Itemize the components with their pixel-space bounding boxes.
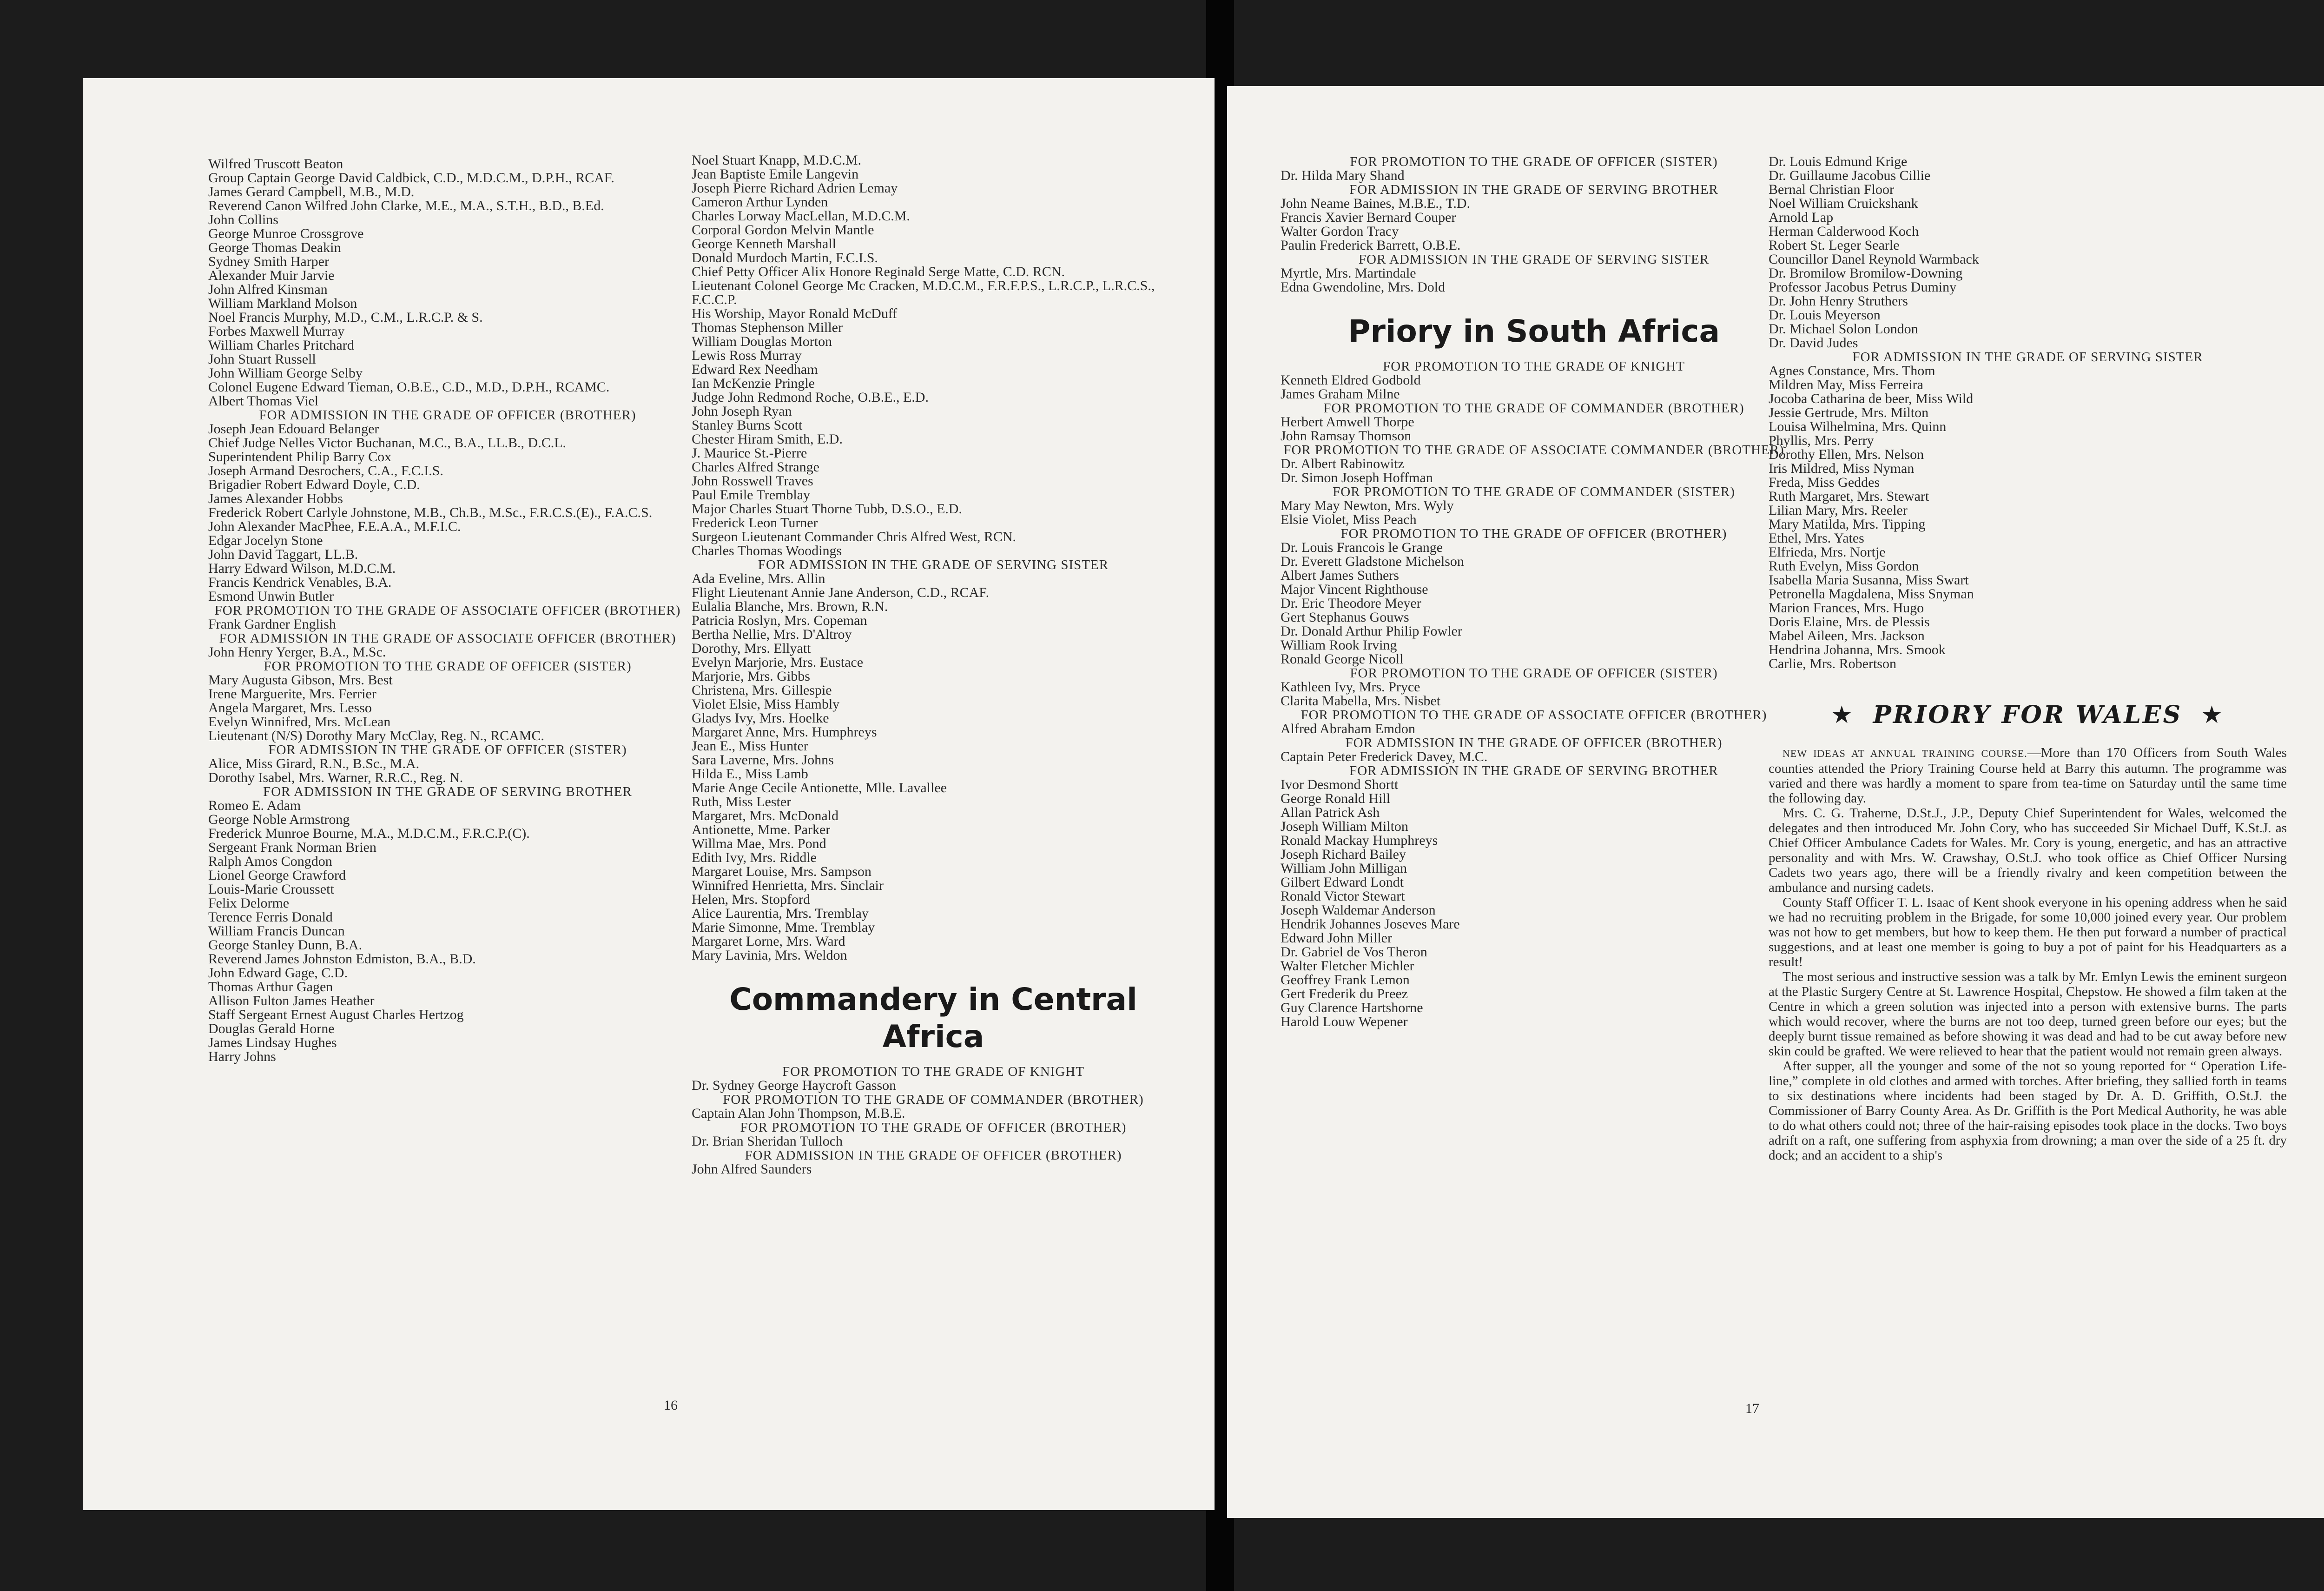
star-icon: ★ bbox=[2201, 701, 2225, 729]
honour-list-item: Edna Gwendoline, Mrs. Dold bbox=[1281, 279, 1446, 295]
honour-list-item: Charles Alfred Strange bbox=[692, 459, 819, 475]
honour-list-item: James Alexander Hobbs bbox=[208, 491, 343, 506]
honour-list-item: Romeo E. Adam bbox=[208, 798, 301, 813]
article-paragraph bbox=[1769, 745, 2287, 806]
honour-list-item: John David Taggart, LL.B. bbox=[208, 547, 358, 562]
honour-list-item: Walter Fletcher Michler bbox=[1281, 958, 1414, 974]
honour-list-item: Helen, Mrs. Stopford bbox=[692, 892, 810, 907]
honour-list-item: Dr. Albert Rabinowitz bbox=[1281, 456, 1404, 471]
honour-list-item: John Henry Yerger, B.A., M.Sc. bbox=[208, 644, 386, 660]
honour-list-item: Kathleen Ivy, Mrs. Pryce bbox=[1281, 679, 1420, 695]
left-column-1 bbox=[208, 157, 687, 1064]
honour-list-item: Chief Petty Officer Alix Honore Reginald Serge Matte, C.D. RCN. bbox=[692, 264, 1065, 279]
honour-list-item: Margaret, Mrs. McDonald bbox=[692, 808, 839, 823]
section-heading: FOR PROMOTION TO THE GRADE OF OFFICER (BROTHER) bbox=[740, 1120, 1127, 1135]
article-paragraph: The most serious and instructive session was a talk by Mr. Emlyn Lewis the eminent surgeon at the Plastic Surgery Centre at St. Lawrence Hospital, Chepstow. He showed a film taken at the Centre in which a green solution was injected into a person with extensive burns. The parts which would recover, where the burns are not too deep, turned green before our eyes; but the deeply burnt tissue remained as before showing it was dead and had to be cut away before new skin could be grafted. We were relieved to hear that the patient would not remain green always. bbox=[1769, 969, 2287, 1059]
honour-list-item: William Charles Pritchard bbox=[208, 338, 354, 353]
honour-list-item: Elfrieda, Mrs. Nortje bbox=[1769, 544, 1886, 560]
honour-list-item: Jessie Gertrude, Mrs. Milton bbox=[1769, 405, 1929, 420]
section-heading: FOR ADMISSION IN THE GRADE OF SERVING SISTER bbox=[758, 557, 1109, 572]
honour-list-item: Antionette, Mme. Parker bbox=[692, 822, 831, 837]
star-icon: ★ bbox=[1831, 701, 1855, 729]
section-heading: FOR ADMISSION IN THE GRADE OF SERVING SISTER bbox=[1358, 252, 1710, 267]
honour-list-item: Sergeant Frank Norman Brien bbox=[208, 840, 376, 855]
section-heading: FOR PROMOTION TO THE GRADE OF ASSOCIATE OFFICER (BROTHER) bbox=[214, 603, 681, 618]
honour-list-item: Irene Marguerite, Mrs. Ferrier bbox=[208, 686, 376, 702]
honour-list-item: Mary Matilda, Mrs. Tipping bbox=[1769, 517, 1926, 532]
honour-list-item: John Alexander MacPhee, F.E.A.A., M.F.I.C. bbox=[208, 519, 461, 534]
honour-list-item: Carlie, Mrs. Robertson bbox=[1769, 656, 1896, 671]
honour-list-item: His Worship, Mayor Ronald McDuff bbox=[692, 306, 898, 321]
honour-list-item: Ruth Margaret, Mrs. Stewart bbox=[1769, 489, 1929, 504]
honour-list-item: Frederick Leon Turner bbox=[692, 515, 818, 530]
honour-list-item: Forbes Maxwell Murray bbox=[208, 324, 345, 339]
honour-list-item: Dr. Gabriel de Vos Theron bbox=[1281, 944, 1427, 960]
honour-list-item: Robert St. Leger Searle bbox=[1769, 238, 1900, 253]
honour-list-item: Ruth Evelyn, Miss Gordon bbox=[1769, 558, 1919, 574]
honour-list-item: William Rook Irving bbox=[1281, 637, 1397, 653]
honour-list-item: Ronald George Nicoll bbox=[1281, 651, 1404, 667]
honour-list-item: George Noble Armstrong bbox=[208, 812, 350, 827]
honour-list-item: Flight Lieutenant Annie Jane Anderson, C.D., RCAF. bbox=[692, 585, 990, 600]
honour-list-item: John Rosswell Traves bbox=[692, 473, 813, 489]
section-heading: FOR ADMISSION IN THE GRADE OF SERVING BROTHER bbox=[1349, 182, 1718, 197]
honour-list-item: Elsie Violet, Miss Peach bbox=[1281, 512, 1417, 527]
honour-list-item: J. Maurice St.-Pierre bbox=[692, 445, 807, 461]
honour-list-item: Edward John Miller bbox=[1281, 930, 1392, 946]
region-title: Priory in South Africa bbox=[1347, 313, 1720, 349]
honour-list-item: John William George Selby bbox=[208, 365, 363, 381]
honour-list-item: William Markland Molson bbox=[208, 296, 357, 311]
honour-list-item: Joseph Waldemar Anderson bbox=[1281, 902, 1436, 918]
honour-list-item: Staff Sergeant Ernest August Charles Hertzog bbox=[208, 1007, 464, 1022]
honour-list-item: Hendrik Johannes Joseves Mare bbox=[1281, 916, 1460, 932]
honour-list-item: Willma Mae, Mrs. Pond bbox=[692, 836, 826, 851]
left-column-2 bbox=[692, 153, 1175, 1176]
wales-title-text: PRIORY FOR WALES bbox=[1873, 701, 2183, 729]
honour-list-item: Terence Ferris Donald bbox=[208, 909, 333, 925]
honour-list-item: Jean E., Miss Hunter bbox=[692, 738, 808, 754]
honour-list-item: Albert James Suthers bbox=[1281, 568, 1399, 583]
honour-list-item: Margaret Louise, Mrs. Sampson bbox=[692, 864, 872, 879]
section-heading: FOR ADMISSION IN THE GRADE OF SERVING BROTHER bbox=[1349, 763, 1718, 778]
honour-list-item: Bertha Nellie, Mrs. D'Altroy bbox=[692, 627, 852, 642]
honour-list-item: Evelyn Winnifred, Mrs. McLean bbox=[208, 714, 391, 729]
honour-list-item: Mary Lavinia, Mrs. Weldon bbox=[692, 948, 847, 963]
honour-list-item: Alexander Muir Jarvie bbox=[208, 268, 335, 283]
page-right bbox=[1227, 86, 2324, 1518]
honour-list-item: James Lindsay Hughes bbox=[208, 1035, 337, 1050]
honour-list-item: Major Charles Stuart Thorne Tubb, D.S.O., E.D. bbox=[692, 501, 962, 517]
honour-list-item: Judge John Redmond Roche, O.B.E., E.D. bbox=[692, 390, 929, 405]
honour-list-item: Corporal Gordon Melvin Mantle bbox=[692, 222, 874, 238]
honour-list-item: Marjorie, Mrs. Gibbs bbox=[692, 669, 810, 684]
honour-list-item: Donald Murdoch Martin, F.C.I.S. bbox=[692, 250, 878, 265]
honour-list-item: Geoffrey Frank Lemon bbox=[1281, 972, 1410, 988]
honour-list-item: Alfred Abraham Emdon bbox=[1281, 721, 1415, 736]
honour-list-item: Ralph Amos Congdon bbox=[208, 854, 332, 869]
honour-list-item: Phyllis, Mrs. Perry bbox=[1769, 433, 1874, 448]
honour-list-item: Captain Alan John Thompson, M.B.E. bbox=[692, 1106, 905, 1121]
honour-list-item: William Francis Duncan bbox=[208, 923, 345, 939]
honour-list-item: John Alfred Kinsman bbox=[208, 282, 328, 297]
honour-list-item: Noel Stuart Knapp, M.D.C.M. bbox=[692, 152, 861, 168]
article-paragraph: Mrs. C. G. Traherne, D.St.J., J.P., Deputy Chief Superintendent for Wales, welcomed the delegates and then introduced Mr. John Cory, who has succeeded Sir Michael Duff, K.St.J. as Chief Officer Ambulance Cadets for Wales. Mr. Cory is young, energetic, and has an attractive personality and with Mrs. W. Crawshay, O.St.J. who took office as Chief Officer Nursing Cadets two years ago, there will be a friendly rivalry and keen competition between the ambulance and nursing cadets. bbox=[1769, 806, 2287, 895]
honour-list-item: Margaret Anne, Mrs. Humphreys bbox=[692, 724, 877, 740]
honour-list-item: Edward Rex Needham bbox=[692, 362, 818, 377]
section-heading: FOR ADMISSION IN THE GRADE OF SERVING SISTER bbox=[1852, 350, 2203, 365]
honour-list-item: Doris Elaine, Mrs. de Plessis bbox=[1769, 614, 1930, 630]
honour-list-item: James Graham Milne bbox=[1281, 386, 1400, 402]
honour-list-item: Gert Frederik du Preez bbox=[1281, 986, 1408, 1001]
honour-list-item: Ethel, Mrs. Yates bbox=[1769, 530, 1864, 546]
honour-list-item: Allison Fulton James Heather bbox=[208, 993, 375, 1008]
honour-list-item: Dr. Louis Meyerson bbox=[1769, 307, 1881, 323]
article-paragraph: County Staff Officer T. L. Isaac of Kent shook everyone in his opening address when he said we had no recruiting problem in the Brigade, for some 10,000 joined every year. Our problem was not how to get members, but how to keep them. He then put forward a number of practical suggestions, and at least one member is going to buy a pot of paint for his Headquarters as a result! bbox=[1769, 895, 2287, 969]
honour-list-item: Louisa Wilhelmina, Mrs. Quinn bbox=[1769, 419, 1947, 434]
honour-list-item: Alice Laurentia, Mrs. Tremblay bbox=[692, 906, 869, 921]
honour-list-item: Lewis Ross Murray bbox=[692, 348, 802, 363]
honour-list-item: Chester Hiram Smith, E.D. bbox=[692, 431, 843, 447]
honour-list-item: Albert Thomas Viel bbox=[208, 393, 319, 409]
right-column-1 bbox=[1281, 155, 1787, 1029]
honour-list-item: Paul Emile Tremblay bbox=[692, 487, 810, 503]
honour-list-item: Guy Clarence Hartshorne bbox=[1281, 1000, 1423, 1015]
article-lead: NEW IDEAS AT ANNUAL TRAINING COURSE. bbox=[1783, 748, 2027, 759]
honour-list-item: Winnifred Henrietta, Mrs. Sinclair bbox=[692, 878, 884, 893]
honour-list-item: Dr. John Henry Struthers bbox=[1769, 293, 1908, 309]
honour-list-item: Surgeon Lieutenant Commander Chris Alfred West, RCN. bbox=[692, 529, 1017, 544]
honour-list-item: Agnes Constance, Mrs. Thom bbox=[1769, 363, 1935, 378]
honour-list-item: Mary Augusta Gibson, Mrs. Best bbox=[208, 672, 393, 688]
honour-list-item: Bernal Christian Floor bbox=[1769, 182, 1894, 197]
honour-list-item: Alice, Miss Girard, R.N., B.Sc., M.A. bbox=[208, 756, 420, 771]
honour-list-item: John Alfred Saunders bbox=[692, 1161, 812, 1177]
honour-list-item: Marie Simonne, Mme. Tremblay bbox=[692, 920, 875, 935]
honour-list-item: Charles Lorway MacLellan, M.D.C.M. bbox=[692, 208, 910, 224]
honour-list-item: Chief Judge Nelles Victor Buchanan, M.C., B.A., LL.B., D.C.L. bbox=[208, 435, 567, 451]
honour-list-item: Frederick Munroe Bourne, M.A., M.D.C.M., F.R.C.P.(C). bbox=[208, 826, 530, 841]
honour-list-item: Dorothy Ellen, Mrs. Nelson bbox=[1769, 447, 1924, 462]
section-heading: FOR ADMISSION IN THE GRADE OF OFFICER (BROTHER) bbox=[745, 1148, 1122, 1163]
honour-list-item: Hilda E., Miss Lamb bbox=[692, 766, 808, 782]
honour-list-item: Dr. Michael Solon London bbox=[1769, 321, 1918, 337]
honour-list-item: Jocoba Catharina de beer, Miss Wild bbox=[1769, 391, 1974, 406]
page-number: 17 bbox=[1745, 1401, 1759, 1416]
honour-list-item: George Ronald Hill bbox=[1281, 791, 1391, 806]
honour-list-item: Petronella Magdalena, Miss Snyman bbox=[1769, 586, 1974, 602]
honour-list-item: Dr. Eric Theodore Meyer bbox=[1281, 596, 1421, 611]
article-text: —More than 170 Officers from South Wales counties attended the Priory Training Course held at Barry this autumn. The programme was varied and there was hardly a moment to spare from tea-time on Saturday until the same time the following day. bbox=[1769, 745, 2287, 806]
honour-list-item: Walter Gordon Tracy bbox=[1281, 224, 1399, 239]
honour-list-item: Marion Frances, Mrs. Hugo bbox=[1769, 600, 1924, 616]
section-heading: FOR PROMOTION TO THE GRADE OF KNIGHT bbox=[782, 1064, 1084, 1079]
honour-list-item: Stanley Burns Scott bbox=[692, 418, 803, 433]
honour-list-item: Louis-Marie Croussett bbox=[208, 882, 334, 897]
honour-list-item: Noel William Cruickshank bbox=[1769, 196, 1918, 211]
honour-list-item: Felix Delorme bbox=[208, 895, 290, 911]
honour-list-item: Dorothy Isabel, Mrs. Warner, R.R.C., Reg. N. bbox=[208, 770, 463, 785]
honour-list-item: Kenneth Eldred Godbold bbox=[1281, 372, 1421, 388]
honour-list-item: Mary May Newton, Mrs. Wyly bbox=[1281, 498, 1454, 513]
honour-list-item: Mabel Aileen, Mrs. Jackson bbox=[1769, 628, 1925, 643]
honour-list-item: Ronald Mackay Humphreys bbox=[1281, 833, 1438, 848]
honour-list-item: John Neame Baines, M.B.E., T.D. bbox=[1281, 196, 1471, 211]
honour-list-item: Evelyn Marjorie, Mrs. Eustace bbox=[692, 655, 864, 670]
honour-list-item: Gert Stephanus Gouws bbox=[1281, 610, 1409, 625]
honour-list-item: Dr. Bromilow Bromilow-Downing bbox=[1769, 265, 1963, 281]
honour-list-item: Noel Francis Murphy, M.D., C.M., L.R.C.P. & S. bbox=[208, 310, 483, 325]
honour-list-item: Councillor Danel Reynold Warmback bbox=[1769, 252, 1979, 267]
section-heading: FOR ADMISSION IN THE GRADE OF SERVING BROTHER bbox=[263, 784, 632, 799]
honour-list-item: Edgar Jocelyn Stone bbox=[208, 533, 323, 548]
honour-list-item: Christena, Mrs. Gillespie bbox=[692, 683, 832, 698]
honour-list-item: Ruth, Miss Lester bbox=[692, 794, 792, 809]
honour-list-item: Dr. Everett Gladstone Michelson bbox=[1281, 554, 1464, 569]
honour-list-item: Francis Kendrick Venables, B.A. bbox=[208, 575, 392, 590]
section-heading: FOR PROMOTION TO THE GRADE OF OFFICER (SISTER) bbox=[264, 659, 632, 674]
honour-list-item: Dr. David Judes bbox=[1769, 335, 1858, 351]
honour-list-item: Major Vincent Righthouse bbox=[1281, 582, 1428, 597]
honour-list-item: Lieutenant Colonel George Mc Cracken, M.D.C.M., F.R.F.P.S., L.R.C.P., L.R.C.S., F.C.C.P. bbox=[692, 278, 1155, 307]
honour-list-item: Group Captain George David Caldbick, C.D., M.D.C.M., D.P.H., RCAF. bbox=[208, 170, 614, 186]
honour-list-item: Captain Peter Frederick Davey, M.C. bbox=[1281, 749, 1488, 764]
honour-list-item: Mildren May, Miss Ferreira bbox=[1769, 377, 1923, 392]
honour-list-item: Freda, Miss Geddes bbox=[1769, 475, 1880, 490]
honour-list-item: Douglas Gerald Horne bbox=[208, 1021, 335, 1036]
region-title: Commandery in Central Africa bbox=[729, 981, 1137, 1054]
honour-list-item: Joseph William Milton bbox=[1281, 819, 1408, 834]
honour-list-item: Ivor Desmond Shortt bbox=[1281, 777, 1399, 792]
honour-list-item: John Edward Gage, C.D. bbox=[208, 965, 348, 981]
right-column-2 bbox=[1769, 155, 2287, 1163]
honour-list-item: Esmond Unwin Butler bbox=[208, 589, 334, 604]
honour-list-item: John Ramsay Thomson bbox=[1281, 428, 1412, 444]
section-heading: FOR ADMISSION IN THE GRADE OF OFFICER (BROTHER) bbox=[259, 408, 636, 423]
honour-list-item: Dr. Sydney George Haycroft Gasson bbox=[692, 1078, 897, 1093]
honour-list-item: Sara Laverne, Mrs. Johns bbox=[692, 752, 834, 768]
honour-list-item: Joseph Jean Edouard Belanger bbox=[208, 421, 379, 437]
honour-list-item: Margaret Lorne, Mrs. Ward bbox=[692, 934, 845, 949]
honour-list-item: Frank Gardner English bbox=[208, 617, 336, 632]
honour-list-item: Joseph Armand Desrochers, C.A., F.C.I.S. bbox=[208, 463, 443, 478]
honour-list-item: George Munroe Crossgrove bbox=[208, 226, 364, 241]
honour-list-item: William John Milligan bbox=[1281, 861, 1407, 876]
honour-list-item: Joseph Richard Bailey bbox=[1281, 847, 1406, 862]
honour-list-item: Jean Baptiste Emile Langevin bbox=[692, 166, 859, 182]
honour-list-item: Lionel George Crawford bbox=[208, 868, 346, 883]
honour-list-item: Myrtle, Mrs. Martindale bbox=[1281, 265, 1416, 281]
honour-list-item: Cameron Arthur Lynden bbox=[692, 194, 828, 210]
honour-list-item: Thomas Arthur Gagen bbox=[208, 979, 333, 994]
honour-list-item: Clarita Mabella, Mrs. Nisbet bbox=[1281, 693, 1441, 709]
honour-list-item: George Thomas Deakin bbox=[208, 240, 341, 255]
honour-list-item: Wilfred Truscott Beaton bbox=[208, 156, 343, 172]
honour-list-item: Dr. Louis Edmund Krige bbox=[1769, 154, 1908, 169]
honour-list-item: Charles Thomas Woodings bbox=[692, 543, 842, 558]
honour-list-item: Paulin Frederick Barrett, O.B.E. bbox=[1281, 238, 1461, 253]
honour-list-item: Eulalia Blanche, Mrs. Brown, R.N. bbox=[692, 599, 888, 614]
section-heading: FOR PROMOTION TO THE GRADE OF OFFICER (BROTHER) bbox=[1340, 526, 1727, 541]
honour-list-item: Edith Ivy, Mrs. Riddle bbox=[692, 850, 817, 865]
honour-list-item: Isabella Maria Susanna, Miss Swart bbox=[1769, 572, 1969, 588]
honour-list-item: Ian McKenzie Pringle bbox=[692, 376, 815, 391]
honour-list-item: John Collins bbox=[208, 212, 278, 227]
honour-list-item: Harry Johns bbox=[208, 1049, 276, 1064]
section-heading: FOR ADMISSION IN THE GRADE OF OFFICER (SISTER) bbox=[268, 742, 627, 757]
honour-list-item: John Joseph Ryan bbox=[692, 404, 792, 419]
honour-list-item: Gladys Ivy, Mrs. Hoelke bbox=[692, 710, 829, 726]
honour-list-item: Allan Patrick Ash bbox=[1281, 805, 1380, 820]
honour-list-item: Dr. Simon Joseph Hoffman bbox=[1281, 470, 1433, 485]
honour-list-item: George Stanley Dunn, B.A. bbox=[208, 937, 363, 953]
wales-article bbox=[1769, 745, 2287, 1163]
honour-list-item: Reverend Canon Wilfred John Clarke, M.E., M.A., S.T.H., B.D., B.Ed. bbox=[208, 198, 604, 213]
honour-list-item: James Gerard Campbell, M.B., M.D. bbox=[208, 184, 415, 199]
page-number: 16 bbox=[664, 1398, 678, 1413]
section-heading: FOR PROMOTION TO THE GRADE OF OFFICER (SISTER) bbox=[1350, 666, 1718, 681]
honour-list-item: Frederick Robert Carlyle Johnstone, M.B., Ch.B., M.Sc., F.R.C.S.(E)., F.A.C.S. bbox=[208, 505, 653, 520]
honour-list-item: Dr. Louis Francois le Grange bbox=[1281, 540, 1443, 555]
honour-list-item: Colonel Eugene Edward Tieman, O.B.E., C.D., M.D., D.P.H., RCAMC. bbox=[208, 379, 610, 395]
honour-list-item: Iris Mildred, Miss Nyman bbox=[1769, 461, 1915, 476]
honour-list-item: Dr. Guillaume Jacobus Cillie bbox=[1769, 168, 1931, 183]
honour-list-item: Arnold Lap bbox=[1769, 210, 1834, 225]
honour-list-item: Violet Elsie, Miss Hambly bbox=[692, 696, 840, 712]
honour-list-item: George Kenneth Marshall bbox=[692, 236, 837, 252]
honour-list-item: Patricia Roslyn, Mrs. Copeman bbox=[692, 613, 867, 628]
honour-list-item: Sydney Smith Harper bbox=[208, 254, 329, 269]
honour-list-item: Superintendent Philip Barry Cox bbox=[208, 449, 392, 464]
honour-list-item: Lilian Mary, Mrs. Reeler bbox=[1769, 503, 1908, 518]
section-heading: FOR PROMOTION TO THE GRADE OF COMMANDER (BROTHER) bbox=[1323, 401, 1744, 416]
honour-list-item: Gilbert Edward Londt bbox=[1281, 875, 1404, 890]
honour-list-item: Marie Ange Cecile Antionette, Mlle. Lavallee bbox=[692, 780, 947, 796]
section-heading: FOR PROMOTION TO THE GRADE OF ASSOCIATE OFFICER (BROTHER) bbox=[1301, 708, 1767, 723]
honour-list-item: William Douglas Morton bbox=[692, 334, 832, 349]
section-heading: FOR PROMOTION TO THE GRADE OF KNIGHT bbox=[1383, 359, 1685, 374]
honour-list-item: Dr. Brian Sheridan Tulloch bbox=[692, 1134, 843, 1149]
honour-list-item: Dr. Hilda Mary Shand bbox=[1281, 168, 1405, 183]
honour-list-item: Harold Louw Wepener bbox=[1281, 1014, 1408, 1029]
honour-list-item: Francis Xavier Bernard Couper bbox=[1281, 210, 1456, 225]
honour-list-item: Ronald Victor Stewart bbox=[1281, 888, 1405, 904]
page-left bbox=[83, 78, 1215, 1510]
honour-list-item: Lieutenant (N/S) Dorothy Mary McClay, Reg. N., RCAMC. bbox=[208, 728, 544, 743]
section-heading: FOR PROMOTION TO THE GRADE OF COMMANDER (BROTHER) bbox=[723, 1092, 1144, 1107]
honour-list-item: Brigadier Robert Edward Doyle, C.D. bbox=[208, 477, 420, 492]
section-heading: FOR PROMOTION TO THE GRADE OF OFFICER (SISTER) bbox=[1350, 154, 1718, 169]
section-heading: FOR PROMOTION TO THE GRADE OF ASSOCIATE COMMANDER (BROTHER) bbox=[1283, 443, 1784, 457]
honour-list-item: Hendrina Johanna, Mrs. Smook bbox=[1769, 642, 1946, 657]
wales-title bbox=[1769, 699, 2287, 731]
section-heading: FOR ADMISSION IN THE GRADE OF OFFICER (BROTHER) bbox=[1345, 736, 1723, 750]
section-heading: FOR PROMOTION TO THE GRADE OF COMMANDER (SISTER) bbox=[1333, 484, 1735, 499]
honour-list-item: Dorothy, Mrs. Ellyatt bbox=[692, 641, 811, 656]
honour-list-item: Ada Eveline, Mrs. Allin bbox=[692, 571, 825, 586]
section-heading: FOR ADMISSION IN THE GRADE OF ASSOCIATE OFFICER (BROTHER) bbox=[219, 631, 676, 646]
honour-list-item: Joseph Pierre Richard Adrien Lemay bbox=[692, 180, 898, 196]
honour-list-item: John Stuart Russell bbox=[208, 351, 316, 367]
article-paragraph: After supper, all the younger and some of the not so young reported for “ Operation Life-line,” complete in old clothes and armed with torches. After briefing, they sallied forth in teams to six destinations where incidents had been staged by Dr. A. D. Griffith, O.St.J. the Commissioner of Barry County Area. As Dr. Griffith is the Port Medical Authority, he was able to do what others could not; three of the hair-raising episodes took place in the docks. Two boys adrift on a raft, one suffering from asphyxia from drowning; a man over the side of a 25 ft. dry dock; and an accident to a ship's bbox=[1769, 1059, 2287, 1163]
honour-list-item: Professor Jacobus Petrus Duminy bbox=[1769, 279, 1957, 295]
honour-list-item: Herman Calderwood Koch bbox=[1769, 224, 1919, 239]
honour-list-item: Thomas Stephenson Miller bbox=[692, 320, 843, 335]
honour-list-item: Harry Edward Wilson, M.D.C.M. bbox=[208, 561, 396, 576]
honour-list-item: Dr. Donald Arthur Philip Fowler bbox=[1281, 623, 1462, 639]
honour-list-item: Angela Margaret, Mrs. Lesso bbox=[208, 700, 372, 716]
honour-list-item: Reverend James Johnston Edmiston, B.A., B.D. bbox=[208, 951, 476, 967]
honour-list-item: Herbert Amwell Thorpe bbox=[1281, 414, 1414, 430]
